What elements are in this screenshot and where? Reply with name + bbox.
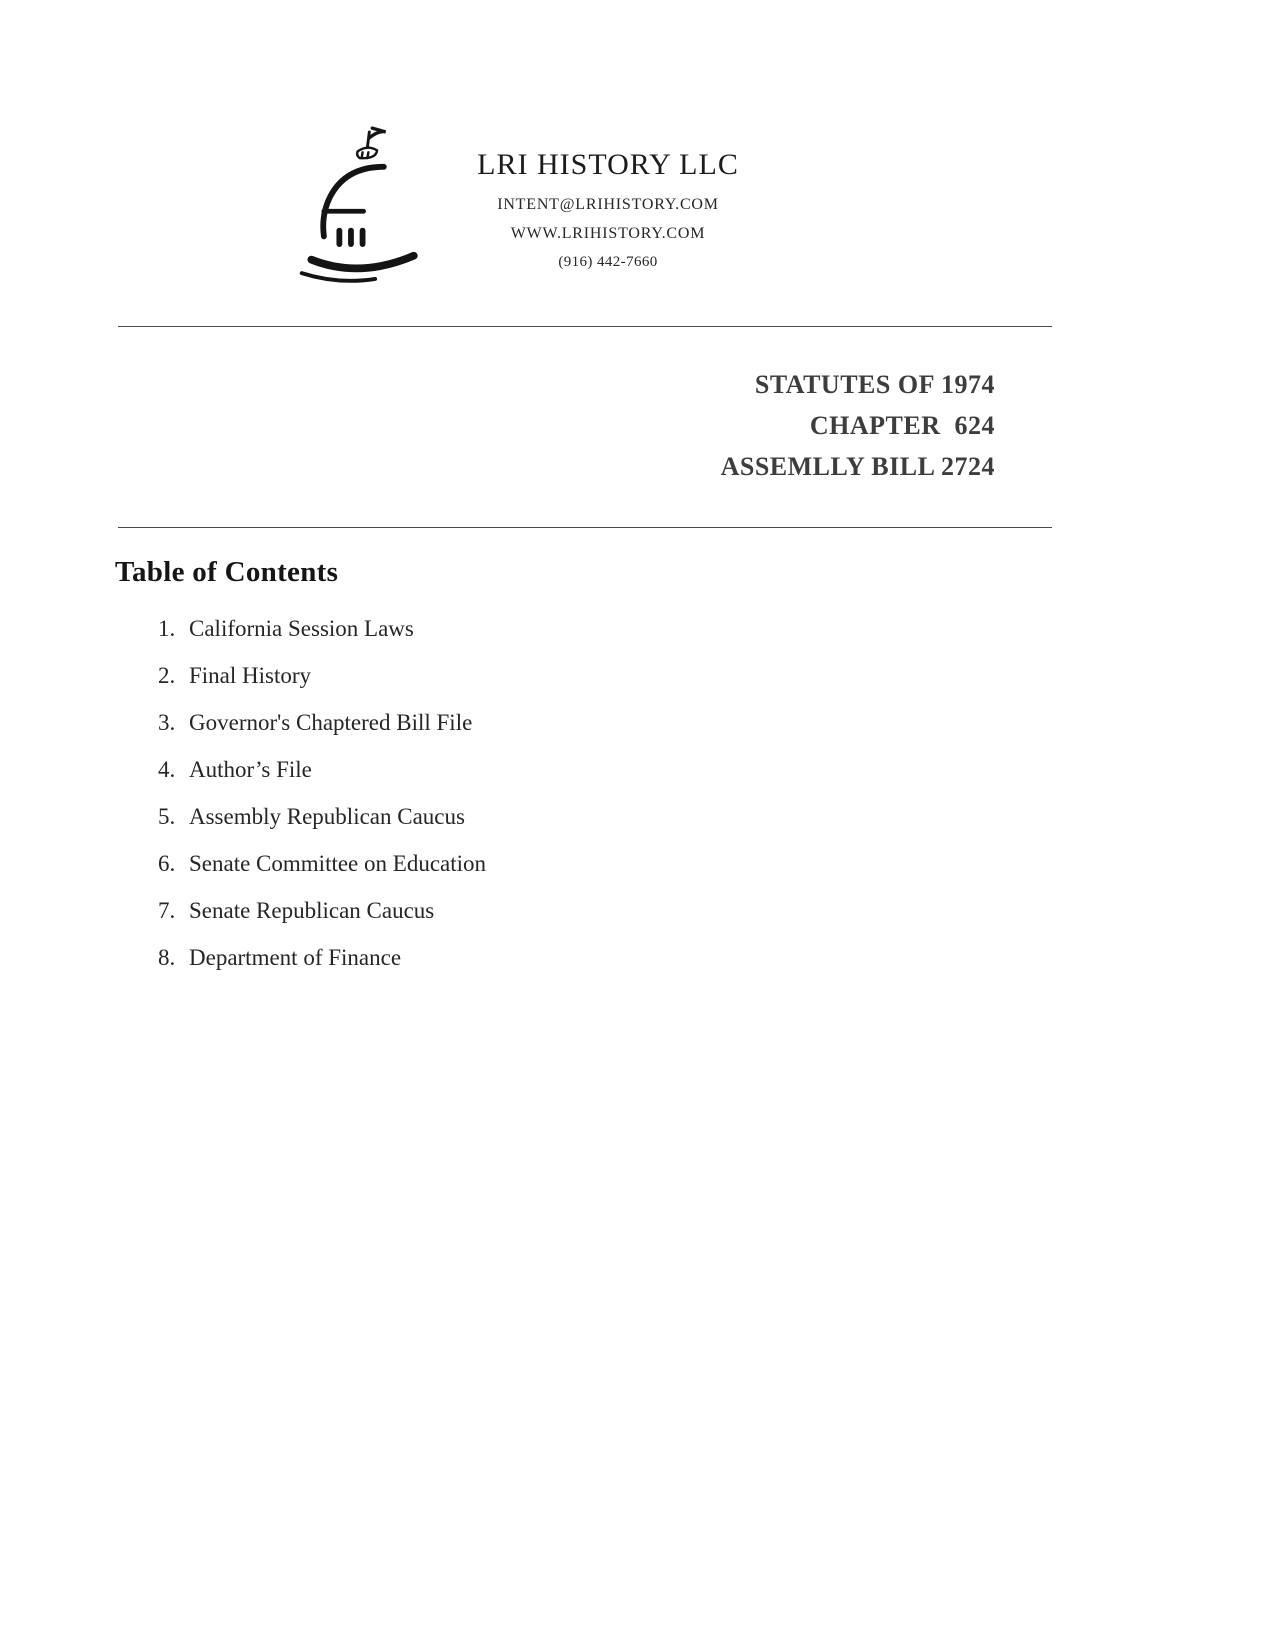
website-url: WWW.LRIHISTORY.COM: [510, 225, 706, 242]
toc-item: [181, 945, 486, 971]
toc-item-label: Final History: [189, 663, 312, 688]
toc-item-label: Governor's Chaptered Bill File: [189, 710, 473, 735]
toc-item-label: Department of Finance: [189, 945, 402, 970]
company-name: LRI HISTORY LLC: [477, 148, 739, 181]
toc-heading: Table of Contents: [115, 556, 339, 588]
capitol-logo-icon: [292, 122, 437, 287]
email-address: INTENT@LRIHISTORY.COM: [497, 196, 719, 213]
statutes-line: STATUTES OF 1974: [754, 370, 995, 399]
toc-item: [181, 710, 486, 736]
toc-item-label: Assembly Republican Caucus: [189, 804, 465, 829]
toc-item-label: California Session Laws: [189, 616, 414, 641]
toc-item: [181, 804, 486, 830]
toc-item: [181, 898, 486, 924]
toc-list: [143, 616, 486, 992]
title-block: [721, 364, 995, 487]
toc-item-label: Senate Committee on Education: [189, 851, 487, 876]
toc-item-label: Senate Republican Caucus: [189, 898, 435, 923]
toc-item: [181, 663, 486, 689]
phone-number: (916) 442-7660: [558, 254, 658, 270]
divider-bottom: [118, 527, 1052, 528]
letterhead-contact: [438, 148, 778, 282]
divider-top: [118, 326, 1052, 327]
toc-item: [181, 616, 486, 642]
toc-item-label: Author’s File: [189, 757, 312, 782]
bill-line: ASSEMLLY BILL 2724: [720, 452, 995, 481]
chapter-line: CHAPTER 624: [809, 411, 995, 440]
toc-item: [181, 851, 486, 877]
toc-item: [181, 757, 486, 783]
